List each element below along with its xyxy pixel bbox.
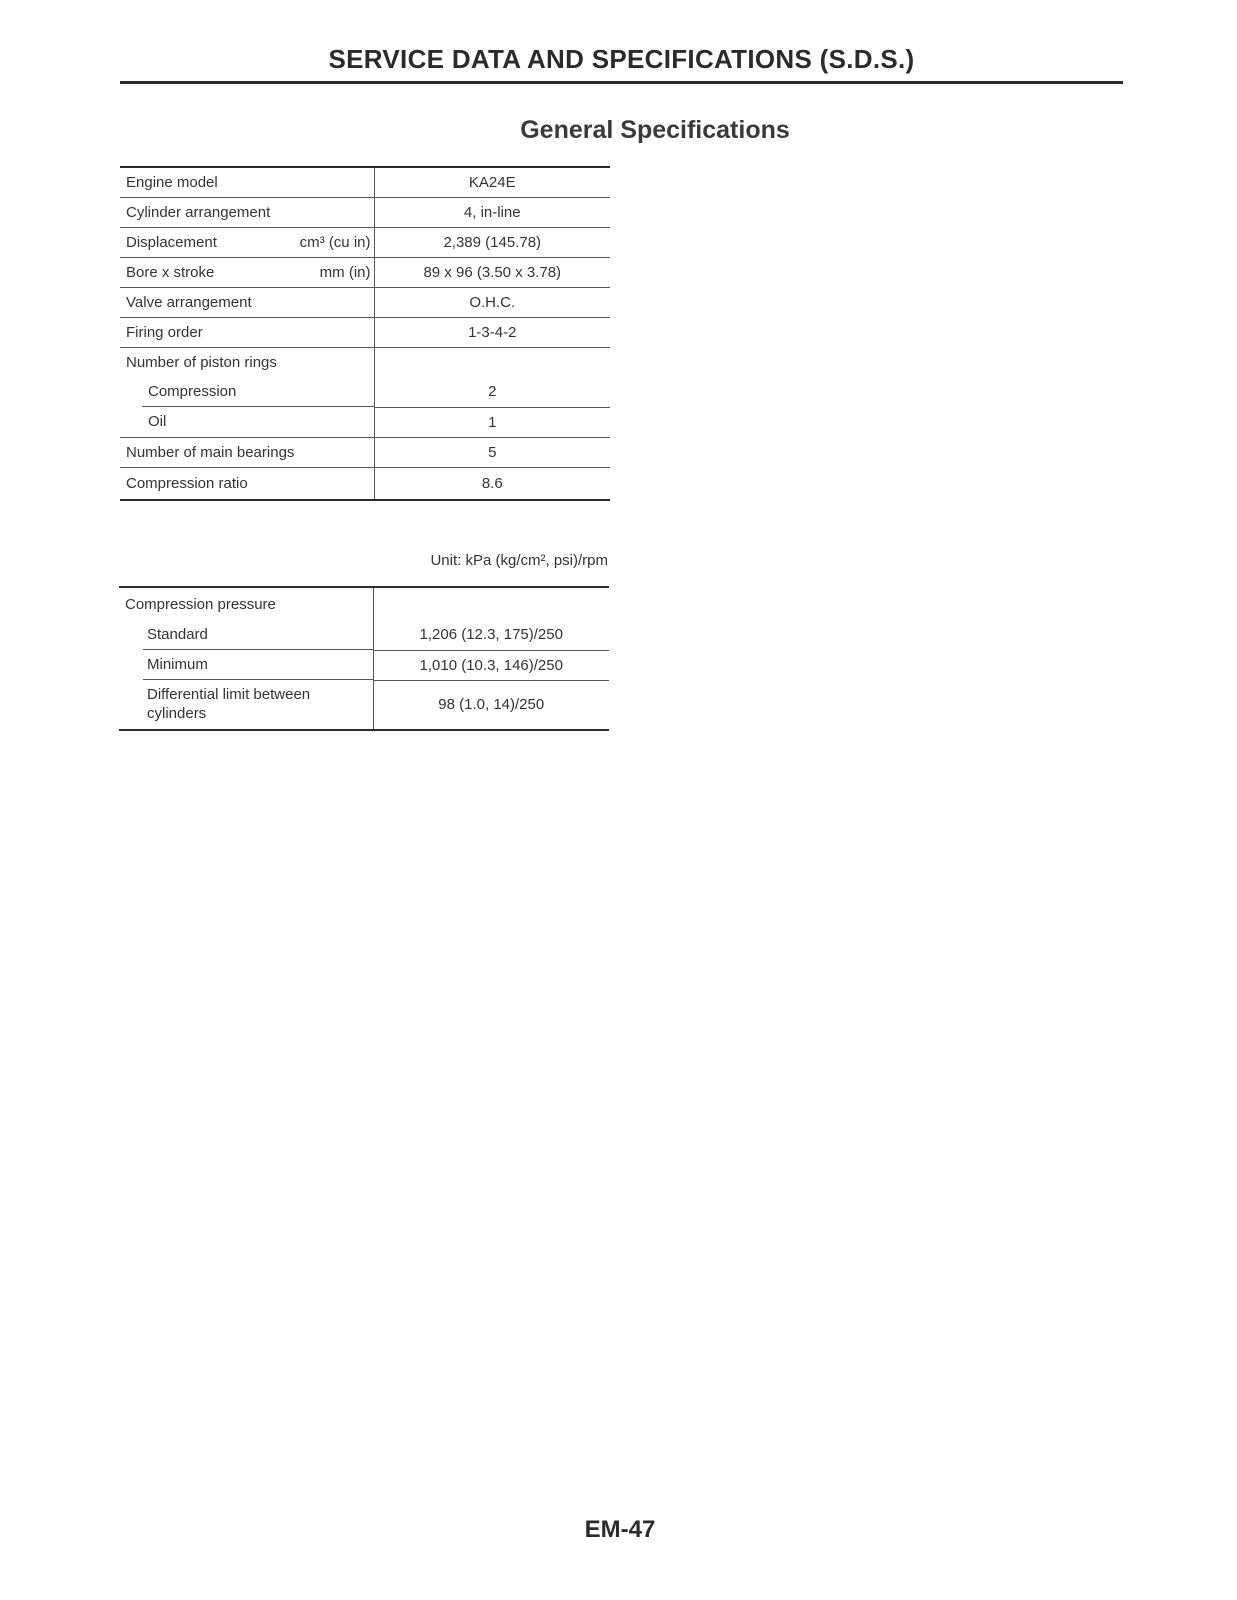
row-value: O.H.C. (374, 288, 610, 318)
row-value: 5 (374, 437, 610, 467)
header-rule (120, 81, 1123, 84)
table-row (120, 437, 610, 467)
row-label: Displacement (126, 234, 217, 251)
row-value: 2 (374, 377, 610, 407)
table-row (119, 587, 609, 620)
row-label: Oil (148, 413, 167, 431)
row-label: Compression (142, 377, 374, 407)
page-header-title: SERVICE DATA AND SPECIFICATIONS (S.D.S.) (328, 44, 915, 74)
compression-pressure-table (119, 586, 609, 731)
row-label: Minimum (143, 650, 373, 680)
table-row (120, 467, 610, 500)
table-row (120, 167, 610, 198)
table-row (120, 377, 610, 407)
row-label: Number of piston rings (120, 348, 374, 378)
row-unit: cm³ (cu in) (299, 234, 371, 251)
row-label: Standard (143, 620, 373, 650)
row-sublabel-cell (120, 407, 374, 437)
row-label: Compression ratio (120, 467, 374, 500)
row-value: 1,206 (12.3, 175)/250 (373, 620, 609, 650)
row-value-empty (373, 587, 609, 620)
row-label: Cylinder arrangement (120, 198, 374, 228)
row-sublabel-cell (119, 620, 373, 650)
row-value: 8.6 (481, 474, 503, 492)
row-label: Bore x stroke (126, 264, 215, 281)
row-label-with-unit (120, 228, 374, 258)
row-value: 4, in-line (374, 198, 610, 228)
table-row (120, 348, 610, 378)
row-label: Valve arrangement (120, 288, 374, 318)
row-value: 1,010 (10.3, 146)/250 (373, 650, 609, 680)
row-value: 1 (374, 407, 610, 437)
table-row (120, 258, 610, 288)
row-label: Number of main bearings (120, 437, 374, 467)
page-number: EM-47 (584, 1516, 656, 1543)
table-row (119, 680, 609, 730)
row-unit: mm (in) (319, 264, 371, 281)
row-sublabel-cell (119, 650, 373, 680)
row-value-empty (374, 348, 610, 378)
table-row (120, 288, 610, 318)
row-sublabel-cell (120, 377, 374, 407)
row-value: 89 x 96 (3.50 x 3.78) (374, 258, 610, 288)
table-row (120, 407, 610, 437)
row-label: Firing order (120, 318, 374, 348)
row-label-with-unit (120, 258, 374, 288)
unit-note: Unit: kPa (kg/cm², psi)/rpm (430, 552, 608, 569)
row-value: 1-3-4-2 (374, 318, 610, 348)
row-sublabel-cell (119, 680, 373, 730)
table-row (120, 228, 610, 258)
row-value: 2,389 (145.78) (374, 228, 610, 258)
row-value: KA24E (374, 167, 610, 198)
row-label: Engine model (120, 167, 374, 198)
row-label: Compression pressure (119, 587, 373, 620)
table-row (120, 198, 610, 228)
row-label: Differential limit between cylinders (147, 686, 311, 722)
row-value: 98 (1.0, 14)/250 (438, 696, 545, 714)
general-specifications-table (120, 166, 610, 501)
table-row (119, 620, 609, 650)
table-row (119, 650, 609, 680)
section-title: General Specifications (520, 116, 790, 144)
table-row (120, 318, 610, 348)
